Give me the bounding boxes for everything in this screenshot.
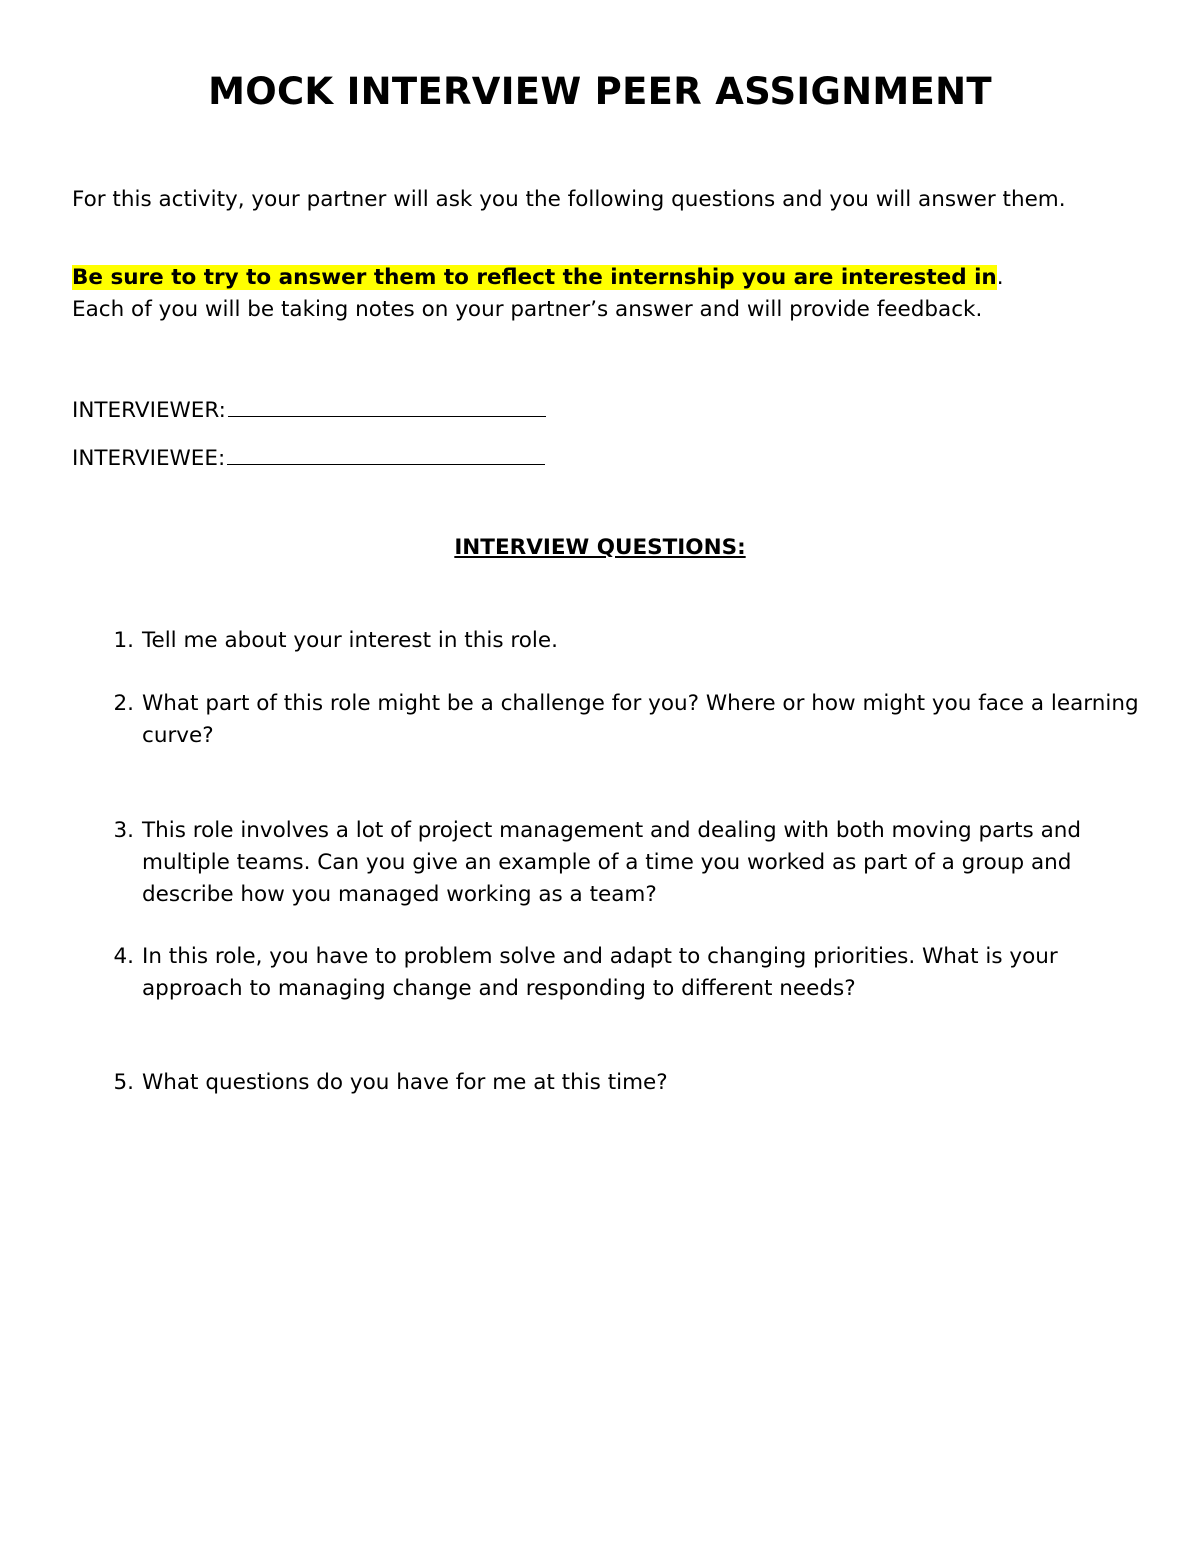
question-text: In this role, you have to problem solve and adapt to changing priorities. What is your approach to managing change and responding to different needs?	[142, 944, 1058, 1001]
question-item	[100, 625, 1140, 657]
question-item	[100, 1067, 1140, 1099]
interviewee-label: INTERVIEWEE:	[72, 446, 226, 471]
interviewer-label: INTERVIEWER:	[72, 398, 226, 423]
instructions-paragraph	[72, 262, 1132, 326]
notes-text: Each of you will be taking notes on your partner’s answer and will provide feedback.	[72, 297, 983, 322]
interviewee-field	[72, 438, 545, 475]
interviewer-blank-line[interactable]	[228, 390, 546, 417]
question-number: 2.	[113, 691, 134, 716]
question-number: 5.	[113, 1070, 134, 1095]
question-number: 1.	[113, 628, 134, 653]
page-title: MOCK INTERVIEW PEER ASSIGNMENT	[208, 70, 992, 113]
question-item	[100, 941, 1140, 1005]
interviewer-field	[72, 390, 546, 427]
question-text: This role involves a lot of project management and dealing with both moving parts and multiple teams. Can you give an example of a time you worked as part of a group and describe how you managed working as a team?	[142, 818, 1082, 907]
question-number: 3.	[113, 818, 134, 843]
question-text: What part of this role might be a challenge for you? Where or how might you face a learning curve?	[142, 691, 1139, 748]
interviewee-blank-line[interactable]	[227, 438, 545, 465]
question-item	[100, 815, 1140, 911]
question-text: Tell me about your interest in this role.	[142, 628, 558, 653]
questions-heading: INTERVIEW QUESTIONS:	[454, 535, 746, 560]
highlight-period: .	[996, 265, 1004, 290]
highlighted-instruction: Be sure to try to answer them to reflect the internship you are interested in	[72, 265, 997, 290]
question-item	[100, 688, 1140, 752]
question-text: What questions do you have for me at this time?	[142, 1070, 668, 1095]
intro-paragraph: For this activity, your partner will ask you the following questions and you will answer them.	[72, 187, 1066, 212]
question-number: 4.	[113, 944, 134, 969]
